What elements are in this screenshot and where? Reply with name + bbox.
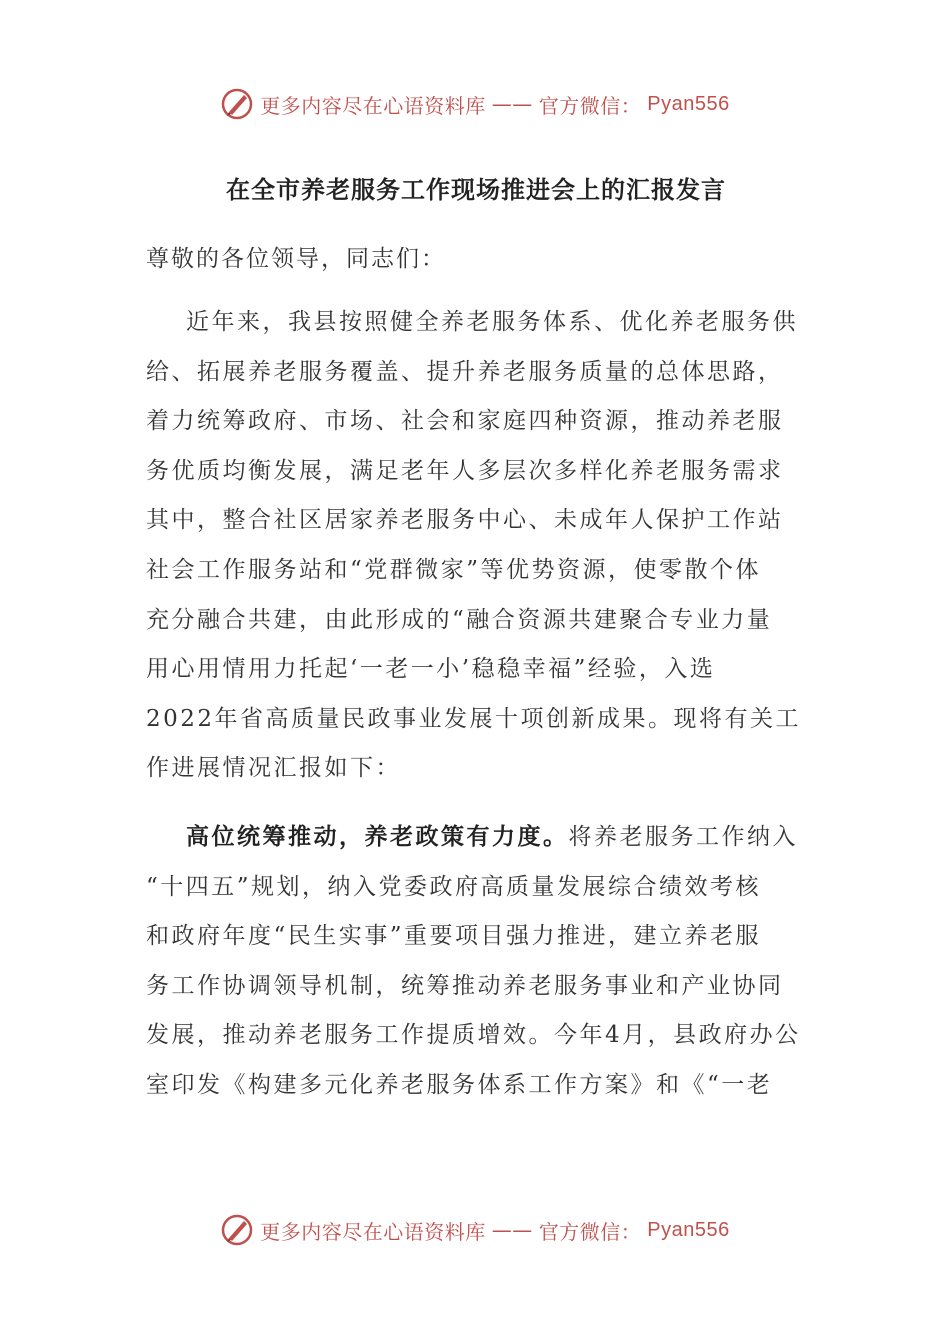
paragraph-intro: [146, 298, 806, 794]
banner-wechat-id: Pyan556: [647, 92, 730, 115]
paragraph-policy-line: [146, 812, 806, 863]
paragraph-intro-line: 着力统筹政府、市场、社会和家庭四种资源，推动养老服: [146, 408, 784, 435]
paragraph-intro-line: 作进展情况汇报如下：: [146, 755, 401, 782]
footer-watermark-banner: [0, 1210, 950, 1250]
paragraph-intro-line: 用心用情用力托起‘一老一小’稳稳幸福”经验，入选: [146, 656, 716, 683]
paragraph-intro-line: 给、拓展养老服务覆盖、提升养老服务质量的总体思路，: [146, 358, 784, 385]
document-title: 在全市养老服务工作现场推进会上的汇报发言: [226, 175, 726, 204]
paragraph-intro-line: 务优质均衡发展，满足老年人多层次多样化养老服务需求: [146, 457, 784, 484]
banner-wechat-label: 官方微信：: [538, 1219, 642, 1244]
paragraph-policy: [146, 812, 806, 1111]
pen-logo-icon: [220, 87, 254, 121]
paragraph-policy-line: 务工作协调领导机制，统筹推动养老服务事业和产业协同: [146, 972, 784, 999]
pen-logo-icon: [220, 1213, 254, 1247]
paragraph-policy-first-text: 将养老服务工作纳入: [568, 823, 798, 850]
banner-dash: ——: [491, 92, 533, 116]
paragraph-intro-line: 其中，整合社区居家养老服务中心、未成年人保护工作站: [146, 507, 784, 534]
paragraph-intro-line: 充分融合共建，由此形成的“融合资源共建聚合专业力量: [146, 606, 773, 633]
paragraph-policy-line: 室印发《构建多元化养老服务体系工作方案》和《“一老: [146, 1071, 773, 1098]
banner-wechat-id: Pyan556: [647, 1218, 730, 1241]
document-body: [146, 170, 806, 1129]
paragraph-lead-heading: 高位统筹推动，养老政策有力度。: [186, 822, 569, 850]
paragraph-policy-line: 和政府年度“民生实事”重要项目强力推进，建立养老服: [146, 923, 762, 950]
paragraph-intro-line: 社会工作服务站和“党群微家”等优势资源，使零散个体: [146, 556, 762, 583]
paragraph-intro-line: 近年来，我县按照健全养老服务体系、优化养老服务供: [186, 309, 798, 335]
banner-text: 更多内容尽在心语资料库: [260, 1219, 486, 1244]
paragraph-policy-line: 发展，推动养老服务工作提质增效。今年4月，县政府办公: [146, 1022, 801, 1049]
header-watermark-banner: [0, 84, 950, 124]
banner-dash: ——: [491, 1218, 533, 1242]
salutation: 尊敬的各位领导，同志们：: [146, 246, 446, 272]
paragraph-intro-line: 2022年省高质量民政事业发展十项创新成果。现将有关工: [146, 705, 802, 732]
paragraph-policy-line: “十四五”规划，纳入党委政府高质量发展综合绩效考核: [146, 873, 762, 900]
banner-text: 更多内容尽在心语资料库: [260, 93, 486, 118]
banner-wechat-label: 官方微信：: [538, 93, 642, 118]
